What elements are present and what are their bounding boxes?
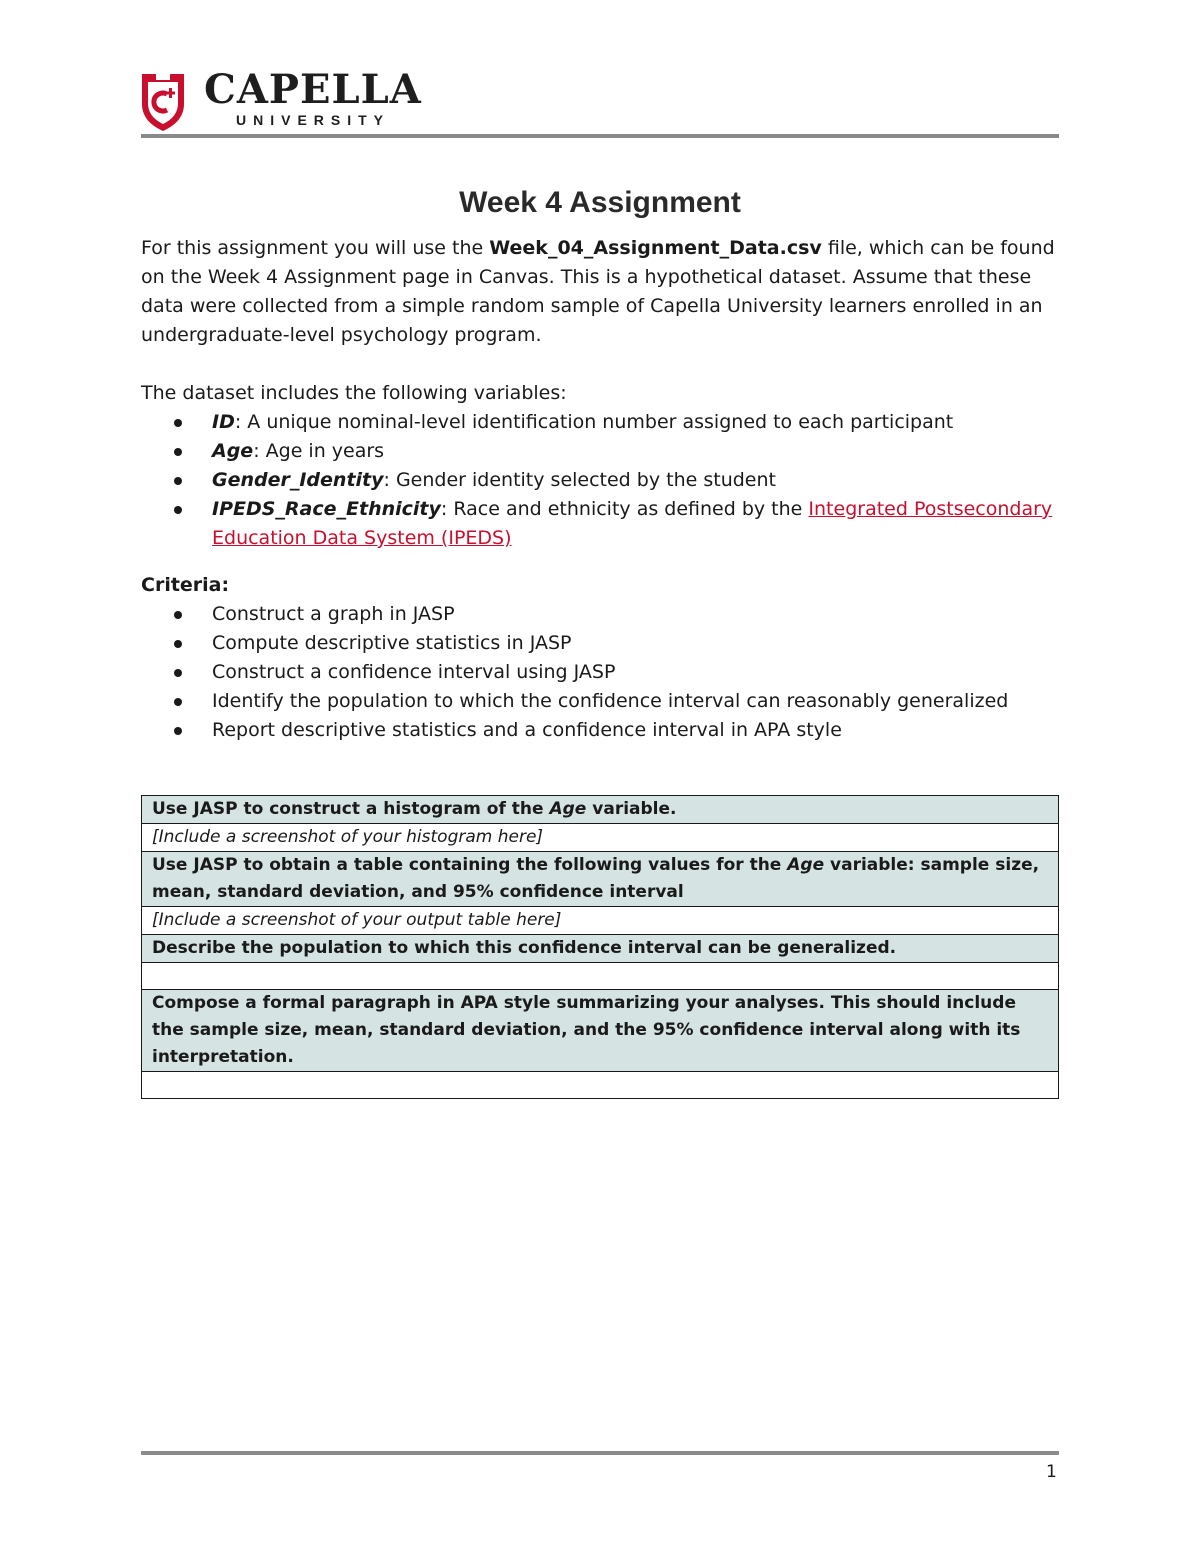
ipeds-link[interactable]: Integrated Postsecondary Education Data System (IPEDS) — [212, 498, 1053, 549]
variables-list — [141, 408, 1059, 553]
list-item: Identify the population to which the confidence interval can reasonably generalized — [141, 687, 1059, 716]
assignment-body — [141, 234, 1059, 745]
statistics-answer-cell[interactable]: [Include a screenshot of your output table here] — [142, 907, 1059, 935]
variable-desc: : Race and ethnicity as defined by the — [440, 498, 809, 520]
table-row — [142, 935, 1059, 963]
list-item — [141, 495, 1059, 553]
variable-name: Gender_Identity — [212, 469, 384, 491]
population-answer-cell[interactable] — [142, 963, 1059, 990]
list-item — [141, 437, 1059, 466]
prompt-variable: Age — [549, 799, 587, 819]
logo-wordmark: CAPELLA — [204, 66, 422, 113]
table-row — [142, 1072, 1059, 1099]
table-row — [142, 990, 1059, 1072]
prompt-text: variable: sample size, mean, standard deviation, and 95% confidence interval — [152, 855, 1040, 902]
prompt-text: variable. — [586, 799, 677, 819]
variable-desc: : Age in years — [253, 440, 385, 462]
variables-intro: The dataset includes the following variables: — [141, 382, 567, 404]
page-number: 1 — [1046, 1462, 1057, 1482]
intro-pre: For this assignment you will use the — [141, 237, 490, 259]
intro-post: file, which can be found on the Week 4 Assignment page in Canvas. This is a hypothetical dataset. Assume that these data were collected from a simple random sample of Capella University learners enrolled in an undergraduate-level psychology program. — [141, 237, 1055, 346]
header-rule — [141, 134, 1059, 138]
page-title: Week 4 Assignment — [459, 186, 741, 219]
assignment-table — [141, 795, 1059, 1099]
list-item — [141, 408, 1059, 437]
table-row — [142, 963, 1059, 990]
variable-name: Age — [212, 440, 254, 462]
list-item: Compute descriptive statistics in JASP — [141, 629, 1059, 658]
dataset-filename: Week_04_Assignment_Data.csv — [489, 237, 822, 259]
population-prompt: Describe the population to which this confidence interval can be generalized. — [142, 935, 1059, 963]
list-item: Construct a graph in JASP — [141, 600, 1059, 629]
prompt-text: Use JASP to construct a histogram of the — [152, 799, 550, 819]
list-item: Report descriptive statistics and a confidence interval in APA style — [141, 716, 1059, 745]
list-item: Construct a confidence interval using JASP — [141, 658, 1059, 687]
logo-subtitle: UNIVERSITY — [236, 112, 391, 128]
capella-shield-logo-icon — [140, 70, 186, 132]
histogram-answer-cell[interactable]: [Include a screenshot of your histogram here] — [142, 824, 1059, 852]
variable-name: IPEDS_Race_Ethnicity — [212, 498, 441, 520]
prompt-text: Use JASP to obtain a table containing the following values for the — [152, 855, 788, 875]
table-row — [142, 796, 1059, 824]
table-row — [142, 907, 1059, 935]
intro-paragraph — [141, 234, 1059, 350]
table-row — [142, 824, 1059, 852]
criteria-heading: Criteria: — [141, 574, 230, 596]
apa-paragraph-answer-cell[interactable] — [142, 1072, 1059, 1099]
list-item — [141, 466, 1059, 495]
prompt-variable: Age — [787, 855, 825, 875]
footer-rule — [141, 1451, 1059, 1455]
statistics-prompt — [142, 852, 1059, 907]
criteria-list — [141, 600, 1059, 745]
apa-paragraph-prompt: Compose a formal paragraph in APA style summarizing your analyses. This should include the sample size, mean, standard deviation, and the 95% confidence interval along with its interpretation. — [142, 990, 1059, 1072]
table-row — [142, 852, 1059, 907]
variable-desc: : Gender identity selected by the student — [383, 469, 776, 491]
histogram-prompt — [142, 796, 1059, 824]
variable-desc: : A unique nominal-level identification number assigned to each participant — [234, 411, 954, 433]
variable-name: ID — [212, 411, 235, 433]
